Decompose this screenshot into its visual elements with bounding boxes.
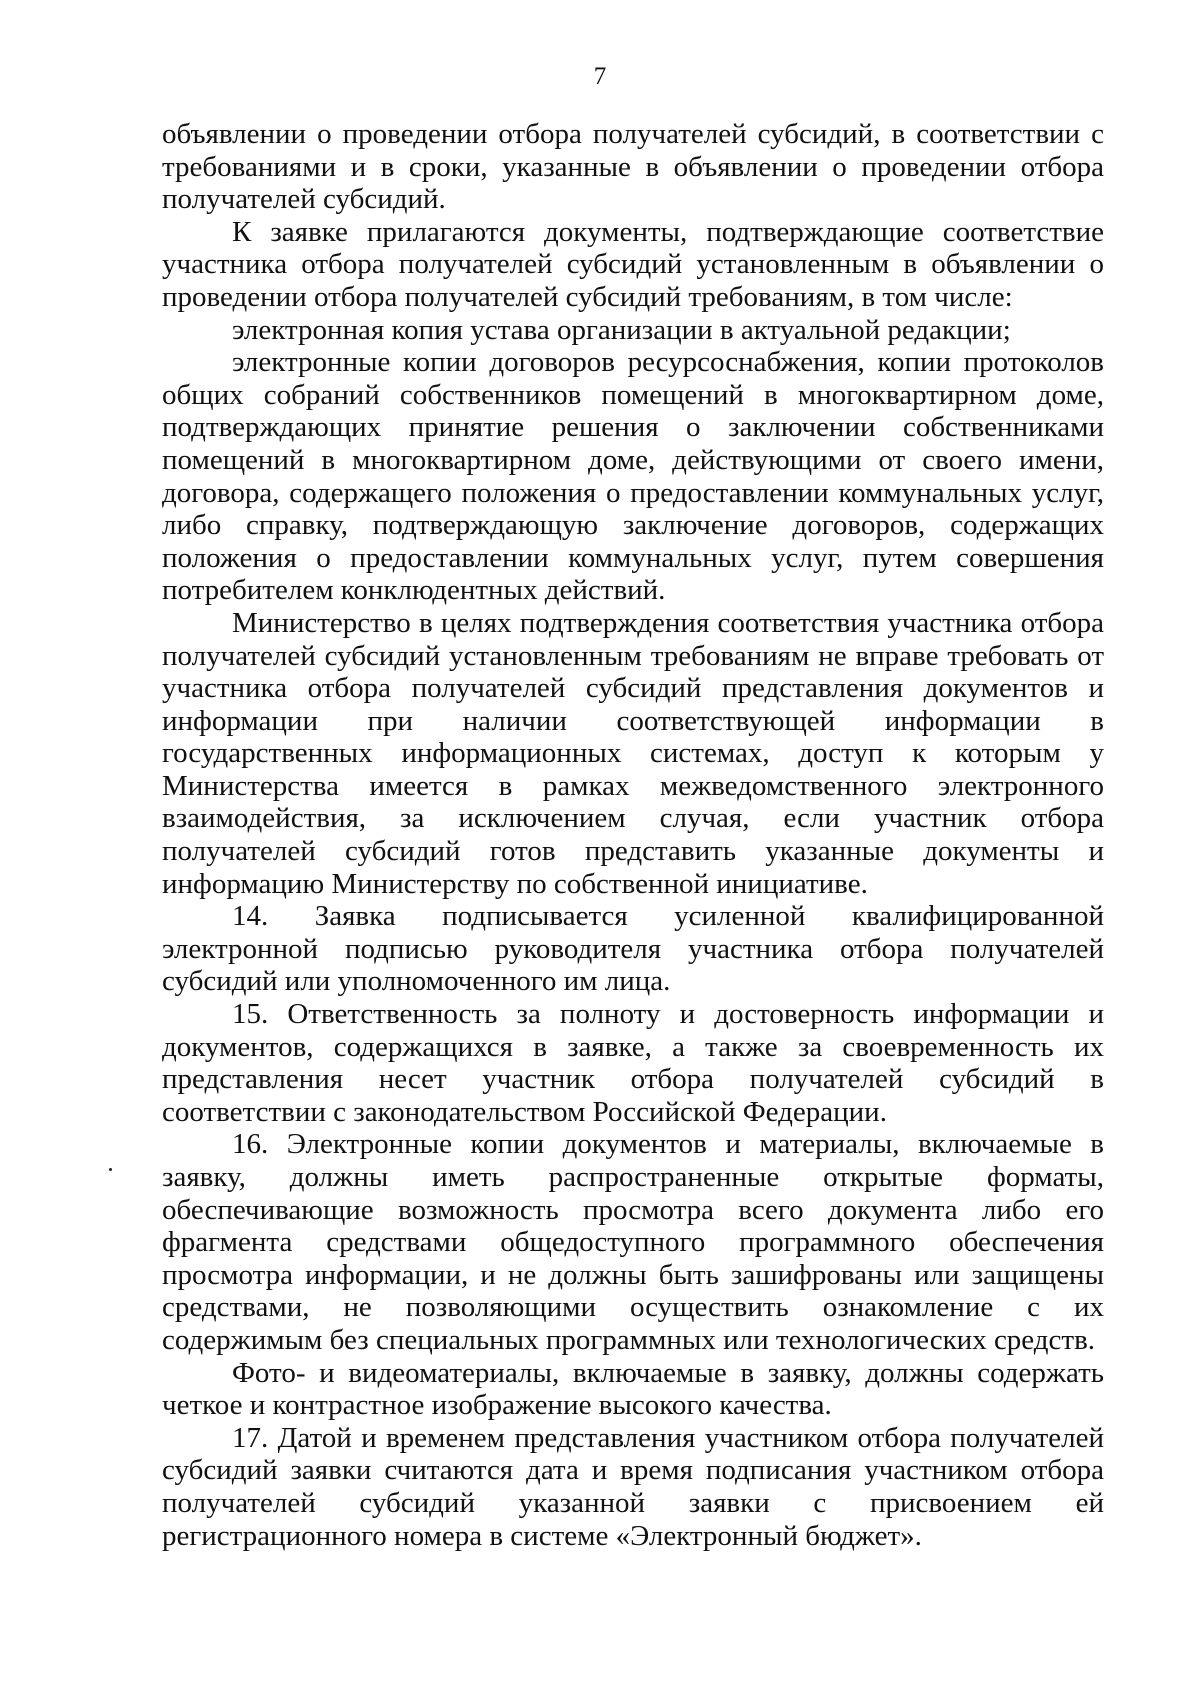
page-number: 7	[593, 63, 607, 90]
paragraph: 17. Датой и временем представления участником отбора получателей субсидий заявки считаются дата и время подписания участником отбора получателей субсидий указанной заявки с присвоением ей регистрационного номера в системе «Электронный бюджет».	[162, 1421, 1104, 1552]
paragraph: электронная копия устава организации в актуальной редакции;	[232, 313, 1011, 346]
paragraph: объявлении о проведении отбора получателей субсидий, в соответствии с требованиями и в сроки, указанные в объявлении о проведении отбора получателей субсидий.	[162, 118, 1104, 216]
paragraph: К заявке прилагаются документы, подтверждающие соответствие участника отбора получателей субсидий установленным в объявлении о проведении отбора получателей субсидий требованиям, в том числе:	[162, 215, 1104, 313]
scan-speck	[109, 1168, 112, 1171]
paragraph: Министерство в целях подтверждения соответствия участника отбора получателей субсидий установленным требованиям не вправе требовать от участника отбора получателей субсидий представления документов и информации при наличии соответствующей информации в государственных информационных системах, доступ к которым у Министерства имеется в рамках межведомственного электронного взаимодействия, за исключением случая, если участник отбора получателей субсидий готов представить указанные документы и информацию Министерству по собственной инициативе.	[162, 606, 1104, 900]
paragraph: 14. Заявка подписывается усиленной квалифицированной электронной подписью руководителя участника отбора получателей субсидий или уполномоченного им лица.	[162, 900, 1104, 998]
paragraph: 15. Ответственность за полноту и достоверность информации и документов, содержащихся в заявке, а также за своевременность их представления несет участник отбора получателей субсидий в соответствии с законодательством Российской Федерации.	[162, 998, 1104, 1128]
paragraph: электронные копии договоров ресурсоснабжения, копии протоколов общих собраний собственников помещений в многоквартирном доме, подтверждающих принятие решения о заключении собственниками помещений в многоквартирном доме, действующими от своего имени, договора, содержащего положения о предоставлении коммунальных услуг, либо справку, подтверждающую заключение договоров, содержащих положения о предоставлении коммунальных услуг, путем совершения потребителем конклюдентных действий.	[162, 346, 1104, 607]
document-body	[162, 118, 1104, 1552]
paragraph: Фото- и видеоматериалы, включаемые в заявку, должны содержать четкое и контрастное изображение высокого качества.	[162, 1356, 1104, 1422]
paragraph: 16. Электронные копии документов и материалы, включаемые в заявку, должны иметь распространенные открытые форматы, обеспечивающие возможность просмотра всего документа либо его фрагмента средствами общедоступного программного обеспечения просмотра информации, и не должны быть зашифрованы или защищены средствами, не позволяющими осуществить ознакомление с их содержимым без специальных программных или технологических средств.	[162, 1128, 1104, 1356]
